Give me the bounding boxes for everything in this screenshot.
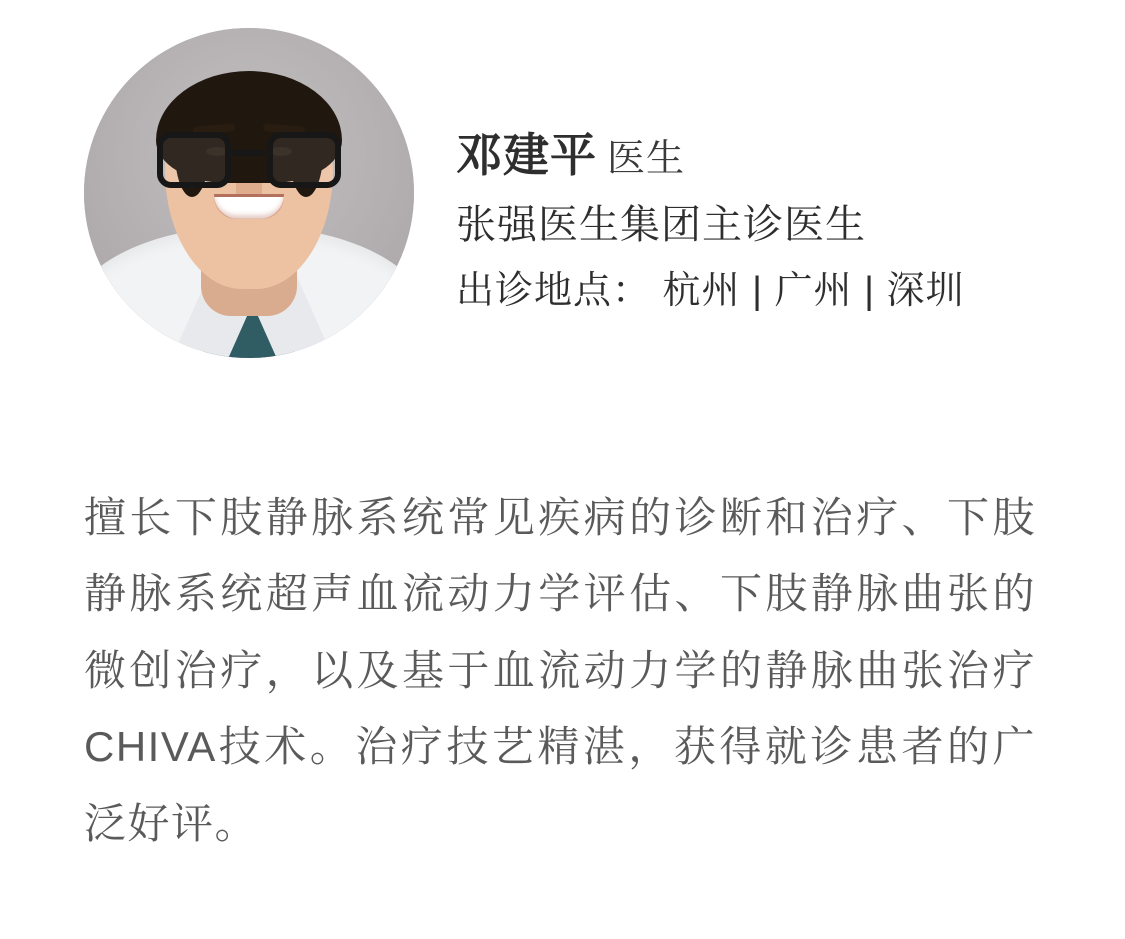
doctor-info — [456, 28, 965, 318]
doctor-locations: 出诊地点： 杭州 | 广州 | 深圳 — [456, 270, 965, 313]
doctor-portrait-icon — [84, 28, 414, 358]
glasses-bridge — [232, 150, 266, 156]
doctor-affiliation: 张强医生集团主诊医生 — [456, 203, 866, 248]
glasses-lens-right — [267, 132, 341, 188]
glasses-icon — [157, 132, 341, 190]
doctor-bio: 擅长下肢静脉系统常见疾病的诊断和治疗、下肢静脉系统超声血流动力学评估、下肢静脉曲张的微创治疗，以及基于血流动力学的静脉曲张治疗CHIVA技术。治疗技艺精湛，获得就诊患者的广泛好评。 — [84, 494, 1036, 847]
glasses-lens-left — [157, 132, 231, 188]
portrait-mouth — [214, 194, 284, 219]
avatar — [84, 28, 414, 358]
doctor-name-row — [456, 124, 965, 186]
doctor-name: 邓建平 — [456, 129, 597, 181]
doctor-card — [0, 0, 1125, 358]
doctor-title-suffix: 医生 — [607, 138, 686, 180]
